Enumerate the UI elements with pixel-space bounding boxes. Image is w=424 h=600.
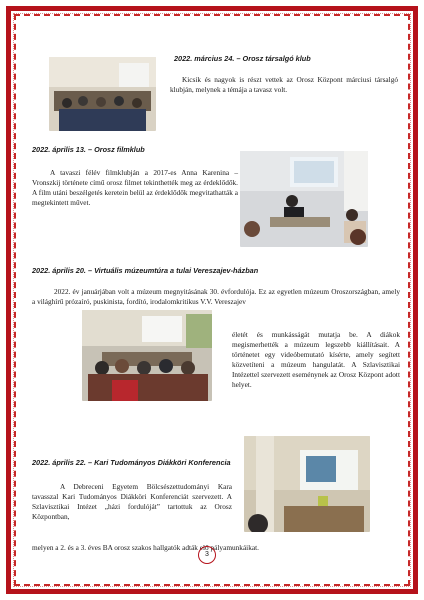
section-1-title: 2022. március 24. – Orosz társalgó klub <box>174 54 311 63</box>
section-2-title: 2022. április 13. – Orosz filmklub <box>32 145 145 154</box>
section-4-text-bottom: melyen a 2. és a 3. éves BA orosz szakos hallgatók adták elő pályamunkáikat. <box>32 543 259 552</box>
section-2-text: A tavaszi félév filmklubján a 2017-es Anna Karenina – Vronszkij története című orosz filmet tekinthették meg az érdeklődők. A film utáni beszélgetés keretein belül az érdeklődők megvitathatták a megtekintett művet. <box>32 168 238 207</box>
page-number: 3 <box>198 546 216 564</box>
photo-film-club <box>240 151 368 247</box>
content <box>22 20 402 580</box>
photo-virtual-museum-tour <box>82 310 212 401</box>
photo-conference <box>244 436 370 532</box>
section-4-title: 2022. április 22. – Kari Tudományos Diákköri Konferencia <box>32 458 231 467</box>
section-4-text-side: A Debreceni Egyetem Bölcsészettudományi Kara tavasszal Kari Tudományos Diákköri Konferenciát szervezett. A Szlavisztikai Intézet „házi fordulóját” tartottuk az Orosz Központban, <box>32 482 232 521</box>
photo-conversation-club <box>49 57 156 131</box>
section-3-text-top: 2022. év januárjában volt a múzeum megnyitásának 30. évfordulója. Ez az egyetlen múzeum Oroszországban, amely a világhírű prózaíró, puskinista, fordító, irodalomkritikus V.V. Vereszajev <box>32 287 400 306</box>
section-1-text: Kicsik és nagyok is részt vettek az Orosz Központ márciusi társalgó klubján, melynek a témája a tavasz volt. <box>170 75 398 94</box>
section-3-text-side: életét és munkásságát mutatja be. A diákok megismerhették a múzeum legszebb kiállításait. A történetet egy videóbemutató kísérte, amely segített közvetíteni a múzeum hangulatát. A Szlavisztikai Intézettel szervezett eseménynek az Orosz Központ adott helyet. <box>232 330 400 389</box>
section-3-title: 2022. április 20. – Virtuális múzeumtúra a tulai Vereszajev-házban <box>32 266 259 275</box>
